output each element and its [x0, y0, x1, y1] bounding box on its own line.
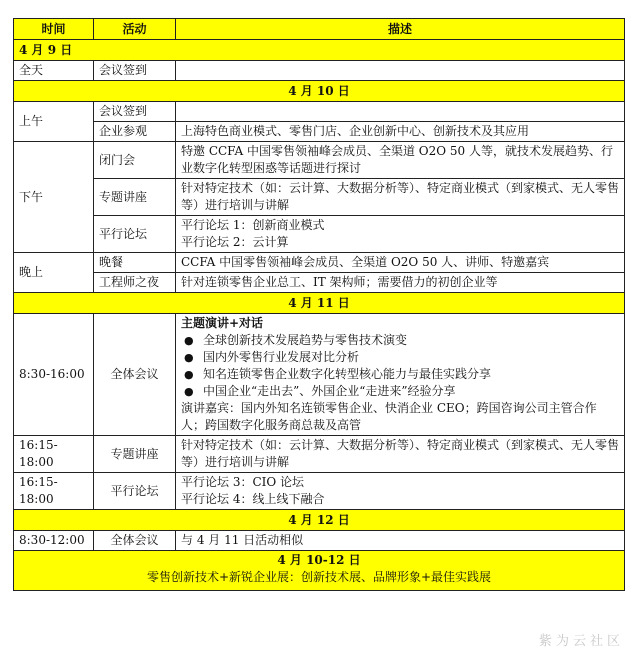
table-row	[14, 102, 625, 122]
forum-line: 平行论坛 3：CIO 论坛	[181, 475, 305, 489]
expo-cell	[14, 551, 625, 591]
expo-label: 4 月 10-12 日	[277, 553, 361, 567]
day-row-apr10	[14, 81, 625, 102]
day-row-apr9	[14, 40, 625, 61]
time-cell: 下午	[14, 142, 94, 253]
desc-cell: 与 4 月 11 日活动相似	[176, 531, 625, 551]
header-description: 描述	[176, 19, 625, 40]
desc-cell: 针对特定技术（如：云计算、大数据分析等）、特定商业模式（到家模式、无人零售等）进行培训与讲解	[176, 436, 625, 473]
expo-desc: 零售创新技术+新锐企业展：创新技术展、品牌形象+最佳实践展	[146, 570, 492, 584]
day-row-expo	[14, 551, 625, 591]
activity-cell: 闭门会	[94, 142, 176, 179]
time-cell: 全天	[14, 61, 94, 81]
desc-cell	[176, 314, 625, 436]
activity-cell: 工程师之夜	[94, 273, 176, 293]
speakers-text: 演讲嘉宾：国内外知名连锁零售企业、快消企业 CEO；跨国咨询公司主管合作人；跨国数字化服务商总裁及高管	[181, 401, 597, 432]
watermark: 紫为云社区	[538, 634, 624, 649]
activity-cell: 晚餐	[94, 253, 176, 273]
desc-cell	[176, 216, 625, 253]
time-cell: 晚上	[14, 253, 94, 293]
time-cell: 16:15-18:00	[14, 436, 94, 473]
desc-cell: 针对连锁零售企业总工、IT 架构师；需要借力的初创企业等	[176, 273, 625, 293]
activity-cell: 全体会议	[94, 314, 176, 436]
activity-cell: 会议签到	[94, 61, 176, 81]
day-label: 4 月 10 日	[14, 81, 625, 102]
list-item: ● 全球创新技术发展趋势与零售技术演变	[181, 332, 619, 349]
header-row	[14, 19, 625, 40]
topic-list	[181, 332, 619, 400]
activity-cell: 专题讲座	[94, 436, 176, 473]
forum-line: 平行论坛 1：创新商业模式	[181, 218, 325, 232]
forum-line: 平行论坛 4：线上线下融合	[181, 492, 325, 506]
desc-cell	[176, 102, 625, 122]
table-row	[14, 253, 625, 273]
day-row-apr11	[14, 293, 625, 314]
table-row	[14, 531, 625, 551]
table-row	[14, 473, 625, 510]
forum-line: 平行论坛 2：云计算	[181, 235, 289, 249]
desc-cell	[176, 473, 625, 510]
table-row	[14, 179, 625, 216]
day-label: 4 月 9 日	[14, 40, 625, 61]
list-item: ● 中国企业“走出去”、外国企业“走进来”经验分享	[181, 383, 619, 400]
desc-cell: 特邀 CCFA 中国零售领袖峰会成员、全渠道 O2O 50 人等，就技术发展趋势、行业数字化转型困惑等话题进行探讨	[176, 142, 625, 179]
activity-cell: 会议签到	[94, 102, 176, 122]
table-row	[14, 436, 625, 473]
table-row	[14, 216, 625, 253]
desc-cell: 上海特色商业模式、零售门店、企业创新中心、创新技术及其应用	[176, 122, 625, 142]
day-label: 4 月 11 日	[14, 293, 625, 314]
table-row	[14, 122, 625, 142]
table-row	[14, 61, 625, 81]
desc-cell	[176, 61, 625, 81]
header-time: 时间	[14, 19, 94, 40]
day-label: 4 月 12 日	[14, 510, 625, 531]
table-row	[14, 314, 625, 436]
desc-cell: 针对特定技术（如：云计算、大数据分析等）、特定商业模式（到家模式、无人零售等）进行培训与讲解	[176, 179, 625, 216]
time-cell: 16:15-18:00	[14, 473, 94, 510]
table-row	[14, 273, 625, 293]
activity-cell: 企业参观	[94, 122, 176, 142]
schedule-table	[13, 18, 625, 591]
plenary-heading: 主题演讲+对话	[181, 316, 264, 330]
time-cell: 8:30-16:00	[14, 314, 94, 436]
activity-cell: 平行论坛	[94, 473, 176, 510]
table-row	[14, 142, 625, 179]
list-item: ● 国内外零售行业发展对比分析	[181, 349, 619, 366]
time-cell: 8:30-12:00	[14, 531, 94, 551]
header-activity: 活动	[94, 19, 176, 40]
activity-cell: 全体会议	[94, 531, 176, 551]
desc-cell: CCFA 中国零售领袖峰会成员、全渠道 O2O 50 人、讲师、特邀嘉宾	[176, 253, 625, 273]
activity-cell: 专题讲座	[94, 179, 176, 216]
list-item: ● 知名连锁零售企业数字化转型核心能力与最佳实践分享	[181, 366, 619, 383]
activity-cell: 平行论坛	[94, 216, 176, 253]
day-row-apr12	[14, 510, 625, 531]
time-cell: 上午	[14, 102, 94, 142]
